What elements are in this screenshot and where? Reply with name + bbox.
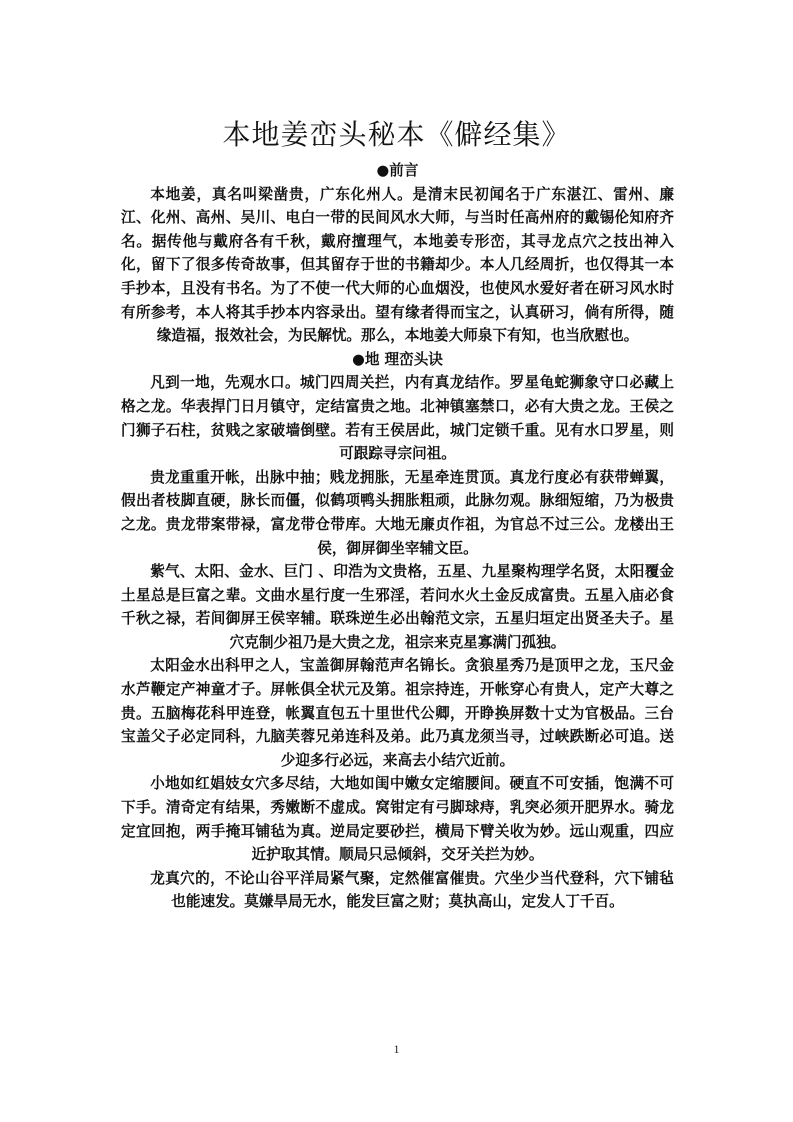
section-heading-preface: ●前言	[376, 162, 419, 179]
section-heading-geomancy: ●地 理峦头诀	[352, 350, 443, 368]
section-preface	[121, 159, 674, 348]
document-body	[121, 159, 674, 914]
body-paragraph: 紫气、太阳、金水、巨门 、印浩为文贵格，五星、九星聚构理学名贤，太阳覆金土星总是巨富之辈。文曲水星行度一生邪淫，若问水火土金反成富贵。五星入庙必食千秋之禄，若间御屏王侯宰辅。联珠逆生必出翰范文宗，五星归垣定出贤圣夫子。星穴克制少祖乃是大贵之龙，祖宗来克星寡满门孤独。	[121, 563, 674, 651]
preface-paragraph: 本地姜，真名叫梁凿贵，广东化州人。是清末民初闻名于广东湛江、雷州、廉江、化州、高州、吴川、电白一带的民间风水大师，与当时任高州府的戴锡伦知府齐名。据传他与戴府各有千秋，戴府擅理气，本地姜专形峦，其寻龙点穴之技出神入化，留下了很多传奇故事，但其留存于世的书籍却少。本人几经周折，也仅得其一本手抄本，且没有书名。为了不使一代大师的心血烟没，也使风水爱好者在研习风水时有所参考，本人将其手抄本内容录出。望有缘者得而宝之，认真研习，倘有所得，随缘造福，报效社会，为民解忧。那么，本地姜大师泉下有知，也当欣慰也。	[121, 185, 674, 345]
section-geomancy-formula	[121, 348, 674, 914]
body-paragraph: 太阳金水出科甲之人，宝盖御屏翰范声名锦长。贪狼星秀乃是顶甲之龙，玉尺金水芦鞭定产神童才子。屏帐俱全状元及第。祖宗持连，开帐穿心有贵人，定产大尊之贵。五脑梅花科甲连登，帐翼直包五十里世代公卿，开睁换屏数十丈为官极品。三台宝盖父子必定同科，九脑芙蓉兄弟连科及弟。此乃真龙须当寻，过峡跌断必可追。送少迎多行必远，来高去小结穴近前。	[121, 657, 674, 769]
document-title: 本地姜峦头秘本《僻经集》	[222, 117, 571, 151]
body-paragraph: 龙真穴的，不论山谷平洋局紧气聚，定然催富催贵。穴坐少当代登科，穴下铺毡也能速发。莫嫌旱局无水，能发巨富之财；莫执高山，定发人丁千百。	[150, 869, 674, 911]
body-paragraph: 小地如红娼妓女穴多尽结，大地如闺中嫩女定缩腰间。硬直不可安插，饱满不可下手。清奇定有结果，秀嫩断不虚成。窝钳定有弓脚球痔，乳突必须开肥界水。骑龙定宜回抱，两手掩耳铺毡为真。逆局定要砂拦，横局下臂关收为妙。远山观重，四应近护取其情。顺局只忌倾斜，交牙关拦为妙。	[121, 775, 674, 864]
body-paragraph: 凡到一地，先观水口。城门四周关拦，内有真龙结作。罗星龟蛇狮象守口必藏上格之龙。华表捍门日月镇守，定结富贵之地。北神镇塞禁口，必有大贵之龙。王侯之门狮子石柱，贫贱之家破墙倒壁。若有王侯居此，城门定锁千重。见有水口罗星，则可跟踪寻宗问祖。	[121, 374, 674, 463]
body-paragraph: 贵龙重重开帐，出脉中抽；贱龙拥胀，无星牵连贯顶。真龙行度必有获带蝉翼，假出者枝脚直硬，脉长而僵，似鹤项鸭头拥胀粗顽，此脉勿观。脉细短缩，乃为极贵之龙。贵龙带案带禄，富龙带仓带库。大地无廉贞作祖，为官总不过三公。龙楼出王侯，御屏御坐宰辅文臣。	[121, 468, 674, 557]
page-number: 1	[393, 1042, 400, 1056]
